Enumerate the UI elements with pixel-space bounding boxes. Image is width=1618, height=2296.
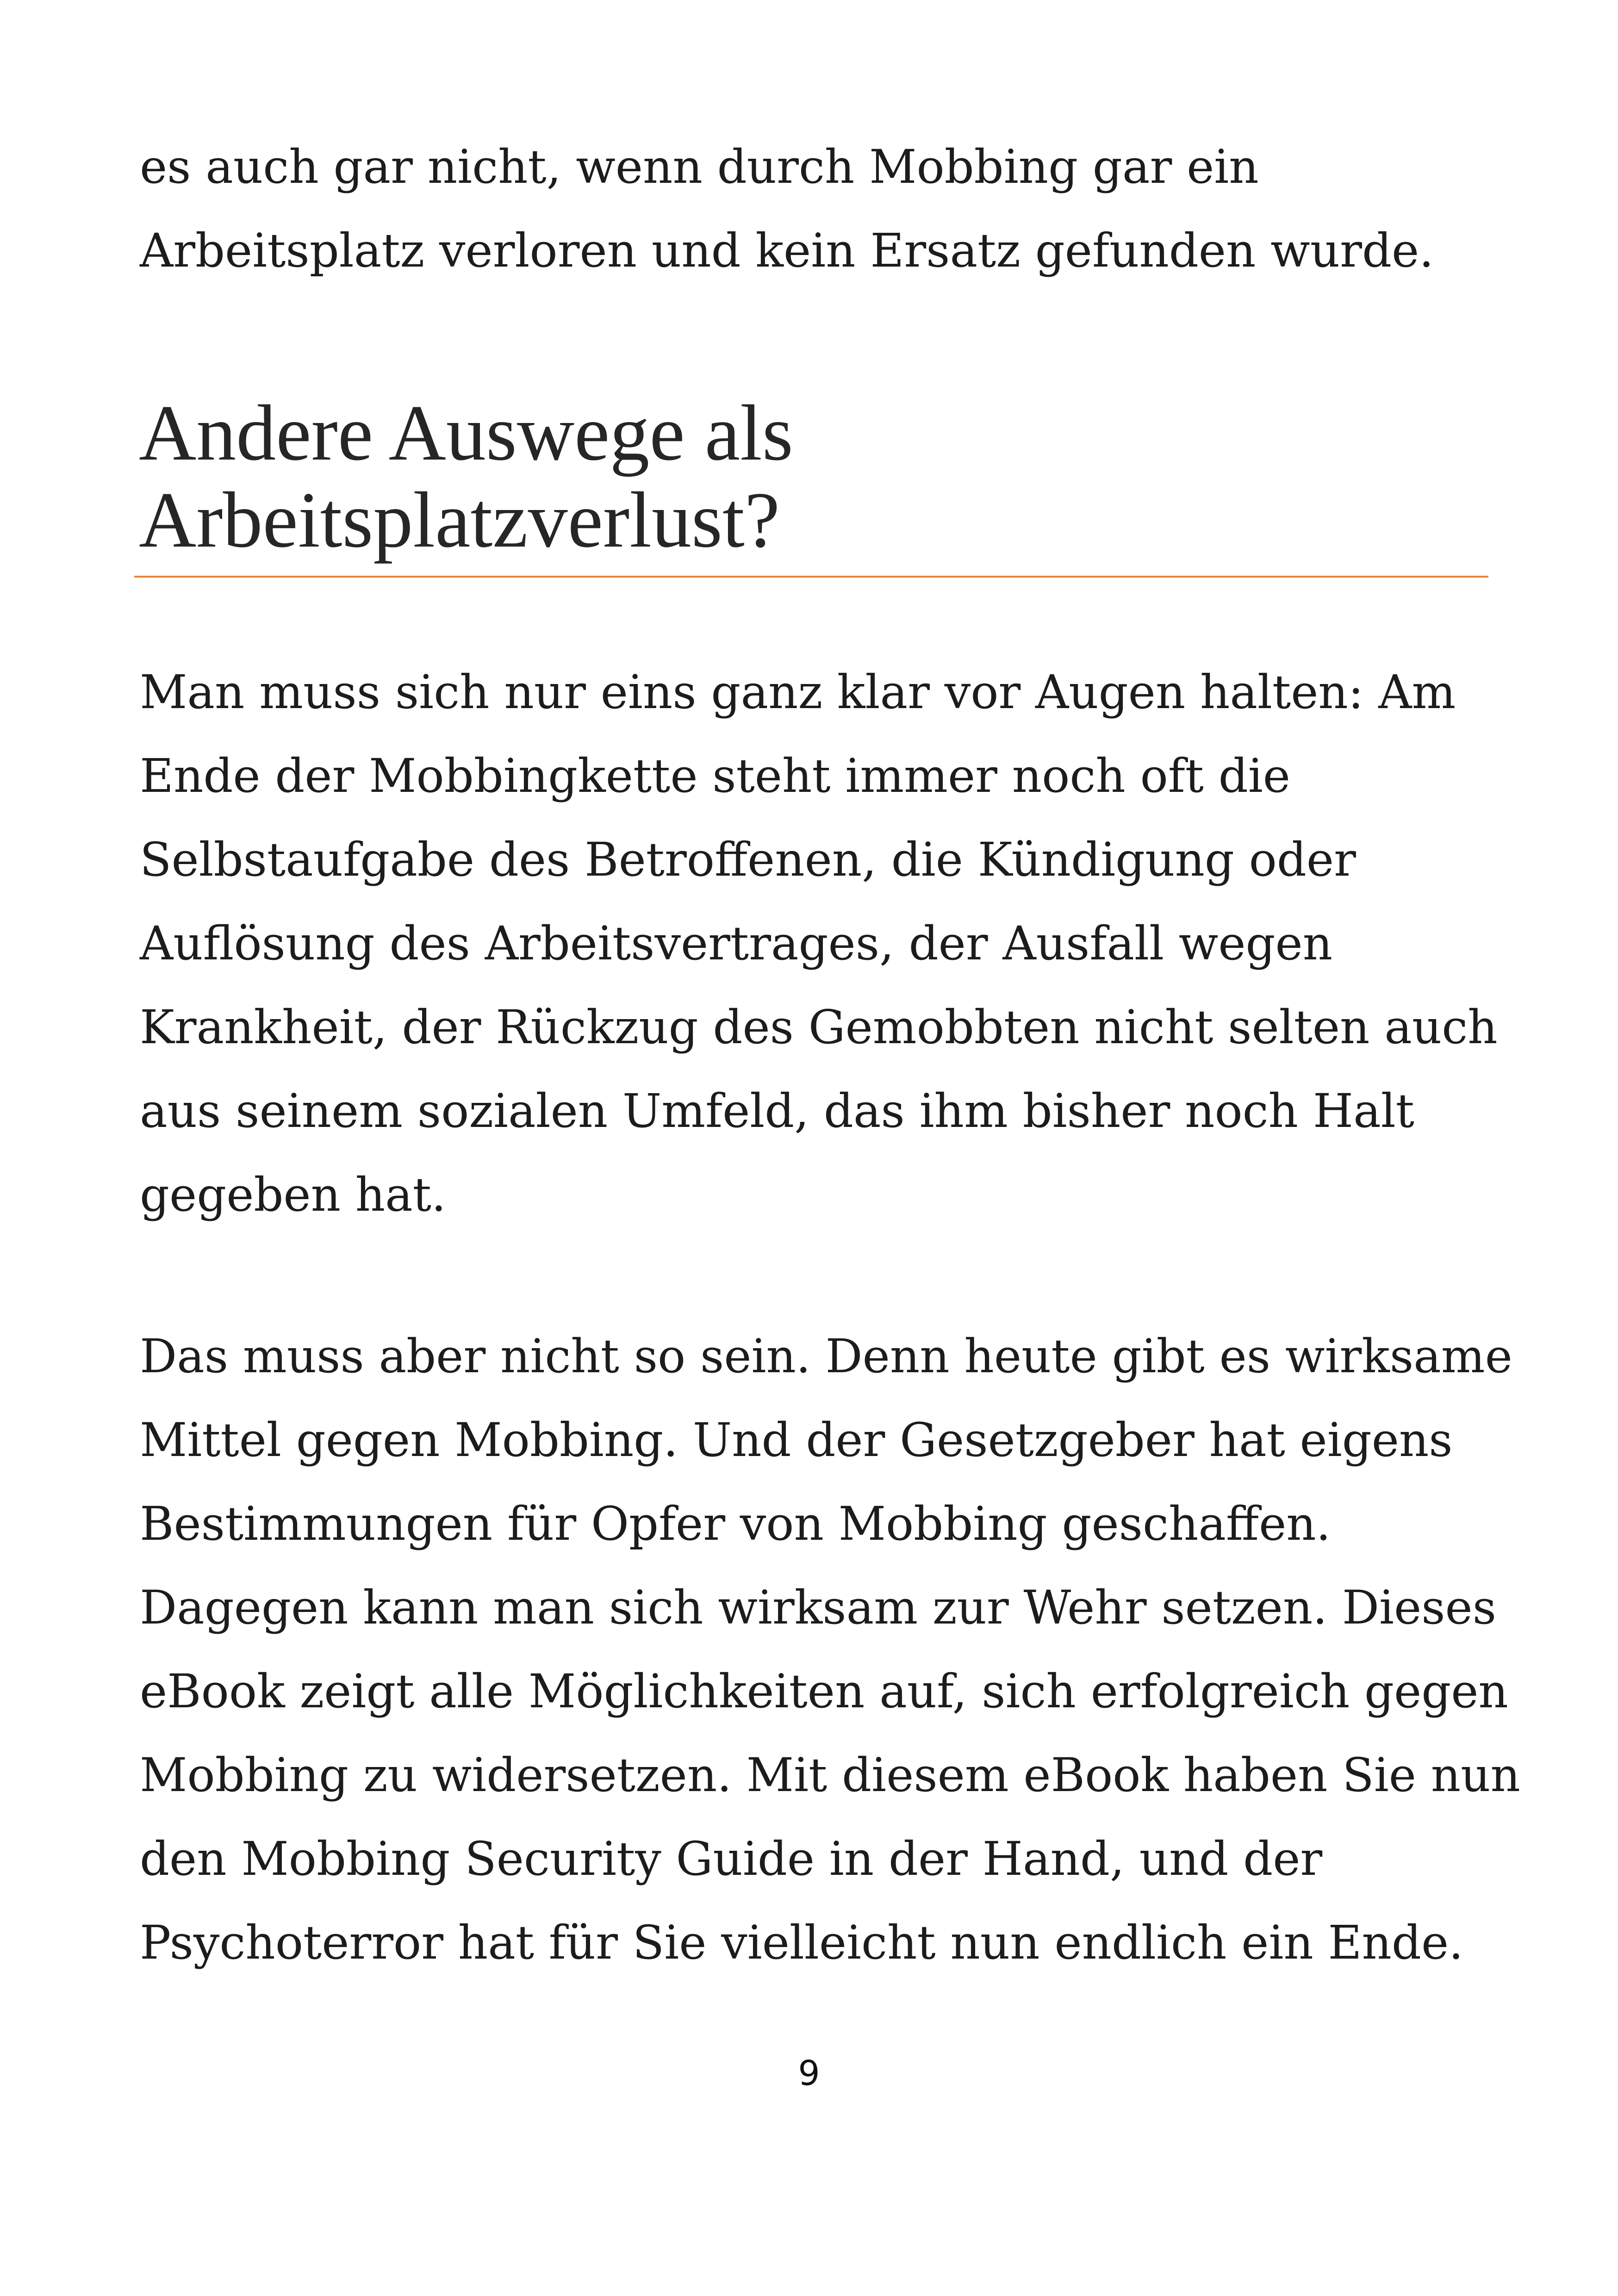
- paragraph-line: Man muss sich nur eins ganz klar vor Augen halten: Am: [140, 665, 1456, 719]
- paragraph-line: Krankheit, der Rückzug des Gemobbten nicht selten auch: [140, 1000, 1498, 1054]
- paragraph-line: gegeben hat.: [140, 1168, 446, 1222]
- heading-line: Arbeitsplatzverlust?: [139, 476, 780, 564]
- paragraph-line: Selbstaufgabe des Betroffenen, die Kündigung oder: [140, 833, 1356, 887]
- heading-underline: [134, 576, 1488, 578]
- paragraph-line: Auflösung des Arbeitsvertrages, der Ausfall wegen: [140, 916, 1333, 971]
- paragraph-line: aus seinem sozialen Umfeld, das ihm bisher noch Halt: [140, 1084, 1414, 1138]
- page-number: 9: [798, 2053, 820, 2093]
- section-heading: [139, 390, 793, 564]
- paragraph-line: Dagegen kann man sich wirksam zur Wehr setzen. Dieses: [140, 1580, 1497, 1635]
- paragraph-line: Das muss aber nicht so sein. Denn heute gibt es wirksame: [140, 1329, 1512, 1383]
- heading-line: Andere Auswege als: [139, 389, 793, 477]
- paragraph-line: Bestimmungen für Opfer von Mobbing geschaffen.: [140, 1497, 1331, 1551]
- paragraph-line: Mobbing zu widersetzen. Mit diesem eBook haben Sie nun: [140, 1748, 1520, 1802]
- paragraph-line: den Mobbing Security Guide in der Hand, und der: [140, 1832, 1323, 1886]
- paragraph-line: es auch gar nicht, wenn durch Mobbing gar ein: [140, 140, 1259, 194]
- continuation-paragraph: [140, 125, 1510, 292]
- body-paragraph-1: [140, 650, 1510, 1237]
- paragraph-line: Arbeitsplatz verloren und kein Ersatz gefunden wurde.: [140, 224, 1434, 278]
- paragraph-line: eBook zeigt alle Möglichkeiten auf, sich erfolgreich gegen: [140, 1664, 1508, 1718]
- paragraph-line: Psychoterror hat für Sie vielleicht nun endlich ein Ende.: [140, 1916, 1463, 1970]
- body-paragraph-2: [140, 1314, 1520, 1985]
- paragraph-line: Mittel gegen Mobbing. Und der Gesetzgeber hat eigens: [140, 1413, 1453, 1467]
- paragraph-line: Ende der Mobbingkette steht immer noch oft die: [140, 749, 1290, 803]
